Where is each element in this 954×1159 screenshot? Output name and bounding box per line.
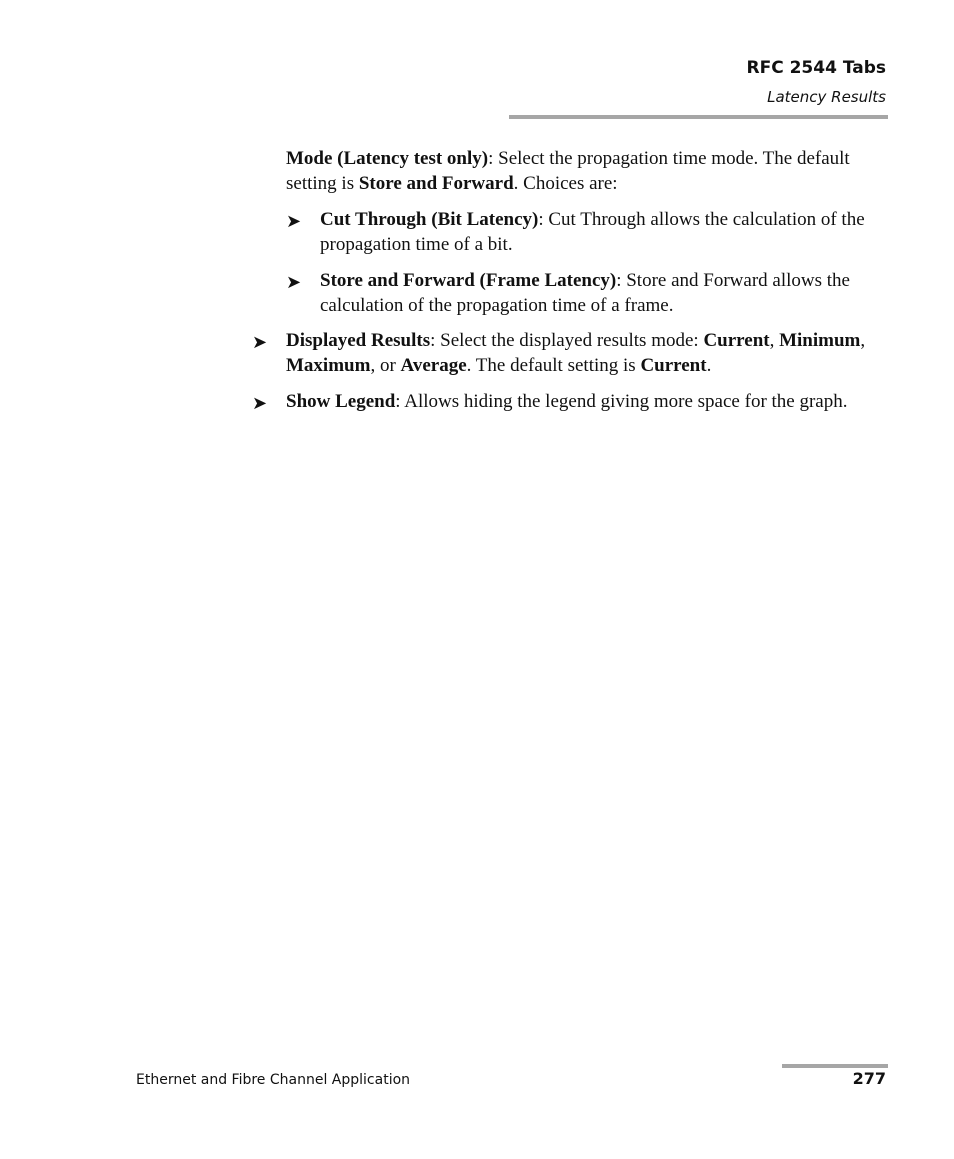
page-header <box>747 57 887 107</box>
section-subtitle: Latency Results <box>767 88 886 106</box>
option-maximum: Maximum <box>286 355 371 376</box>
bullet-arrow-icon: ➤ <box>286 211 302 232</box>
mode-text-2: . Choices are: <box>513 173 618 194</box>
option-current: Current <box>703 330 770 351</box>
cut-through-term: Cut Through (Bit Latency) <box>320 209 539 230</box>
separator: , or <box>370 355 401 376</box>
option-average: Average <box>400 355 467 376</box>
section-title: RFC 2544 Tabs <box>746 58 886 78</box>
separator: , <box>769 330 780 351</box>
mode-text-1: : Select the propagation time mode. The default setting is <box>286 148 850 194</box>
page-number: 277 <box>852 1069 886 1088</box>
cut-through-text: : Cut Through allows the calculation of the propagation time of a bit. <box>320 209 865 255</box>
displayed-results-default: Current <box>640 355 707 376</box>
show-legend-term: Show Legend <box>286 391 396 412</box>
mode-paragraph <box>286 146 886 196</box>
displayed-results-term: Displayed Results <box>286 330 431 351</box>
displayed-results-default-text: . The default setting is <box>466 355 641 376</box>
show-legend-text: : Allows hiding the legend giving more space for the graph. <box>395 391 848 412</box>
bullet-arrow-icon: ➤ <box>252 332 268 353</box>
store-forward-term: Store and Forward (Frame Latency) <box>320 270 617 291</box>
footer-doc-title: Ethernet and Fibre Channel Application <box>136 1072 411 1088</box>
displayed-results-text: : Select the displayed results mode: <box>430 330 704 351</box>
option-minimum: Minimum <box>779 330 861 351</box>
bullet-arrow-icon: ➤ <box>286 272 302 293</box>
store-forward-text: : Store and Forward allows the calculation of the propagation time of a frame. <box>320 270 850 316</box>
separator: , <box>860 330 866 351</box>
header-rule <box>509 115 888 119</box>
period: . <box>706 355 712 376</box>
mode-default: Store and Forward <box>358 173 514 194</box>
bullet-arrow-icon: ➤ <box>252 393 268 414</box>
mode-term: Mode (Latency test only) <box>286 148 489 169</box>
